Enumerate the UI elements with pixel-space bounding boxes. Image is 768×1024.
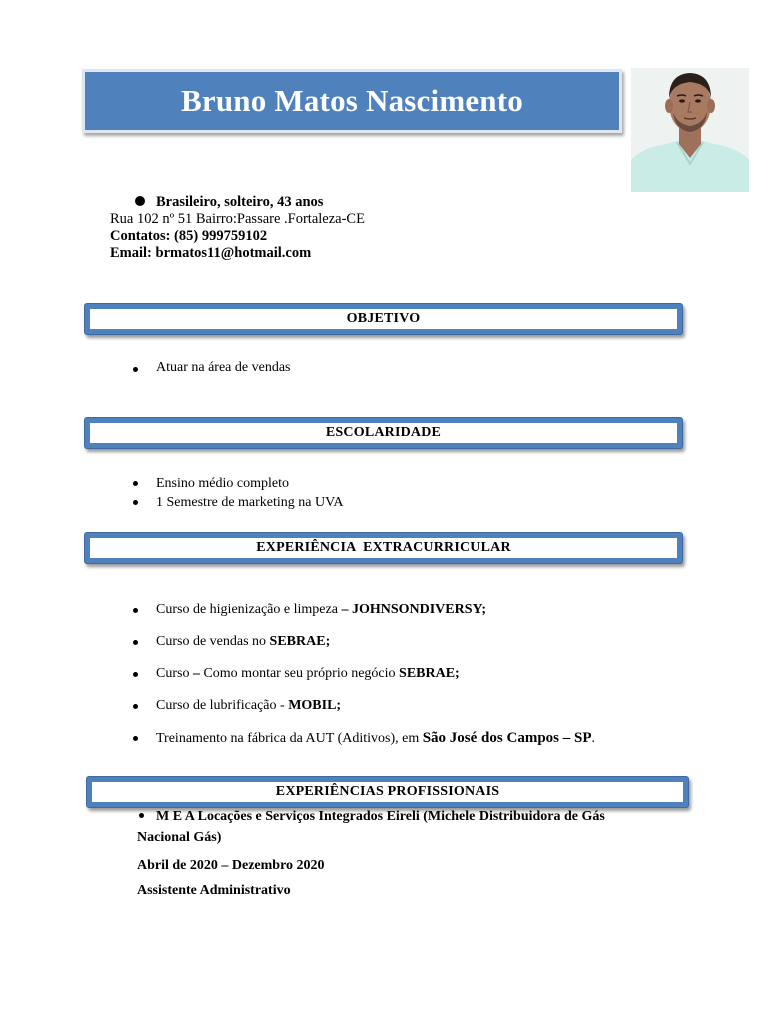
personal-status-line (110, 194, 365, 211)
list-item: Curso de vendas no SEBRAE; (133, 633, 595, 651)
list-item: Curso de higienização e limpeza – JOHNSONDIVERSY; (133, 601, 595, 619)
list-item: Treinamento na fábrica da AUT (Aditivos), em São José dos Campos – SP. (133, 729, 595, 748)
job-role: Assistente Administrativo (137, 883, 291, 898)
list-item: Atuar na área de vendas (133, 360, 290, 376)
job-company-cont: Nacional Gás) (137, 830, 222, 845)
extracurricular-list (133, 601, 595, 748)
section-title: EXPERIÊNCIA EXTRACURRICULAR (90, 538, 677, 558)
education-list (133, 474, 344, 512)
section-title: ESCOLARIDADE (90, 423, 677, 443)
full-name: Bruno Matos Nascimento (181, 83, 523, 118)
personal-status: Brasileiro, solteiro, 43 anos (156, 194, 324, 210)
section-extracurricular (84, 532, 683, 564)
list-item: Curso de lubrificação - MOBIL; (133, 697, 595, 715)
objective-list (133, 360, 290, 376)
section-title: EXPERIÊNCIAS PROFISSIONAIS (92, 782, 683, 802)
person-photo-icon (631, 68, 749, 192)
address: Rua 102 nº 51 Bairro:Passare .Fortaleza-CE (110, 211, 365, 227)
list-item: Curso – Como montar seu próprio negócio SEBRAE; (133, 665, 595, 683)
job-entry (137, 806, 605, 903)
section-professional (86, 776, 689, 808)
job-period: Abril de 2020 – Dezembro 2020 (137, 858, 325, 873)
list-item: 1 Semestre de marketing na UVA (133, 493, 344, 512)
job-company: M E A Locações e Serviços Integrados Eireli (Michele Distribuidora de Gás (137, 806, 605, 827)
section-objective (84, 303, 683, 335)
section-title: OBJETIVO (90, 309, 677, 329)
section-education (84, 417, 683, 449)
contacts: Contatos: (85) 999759102 (110, 228, 268, 244)
email: Email: brmatos11@hotmail.com (110, 245, 312, 261)
list-item: Ensino médio completo (133, 474, 344, 493)
name-banner (82, 69, 622, 133)
personal-info (110, 194, 365, 262)
bullet-icon (135, 196, 145, 206)
